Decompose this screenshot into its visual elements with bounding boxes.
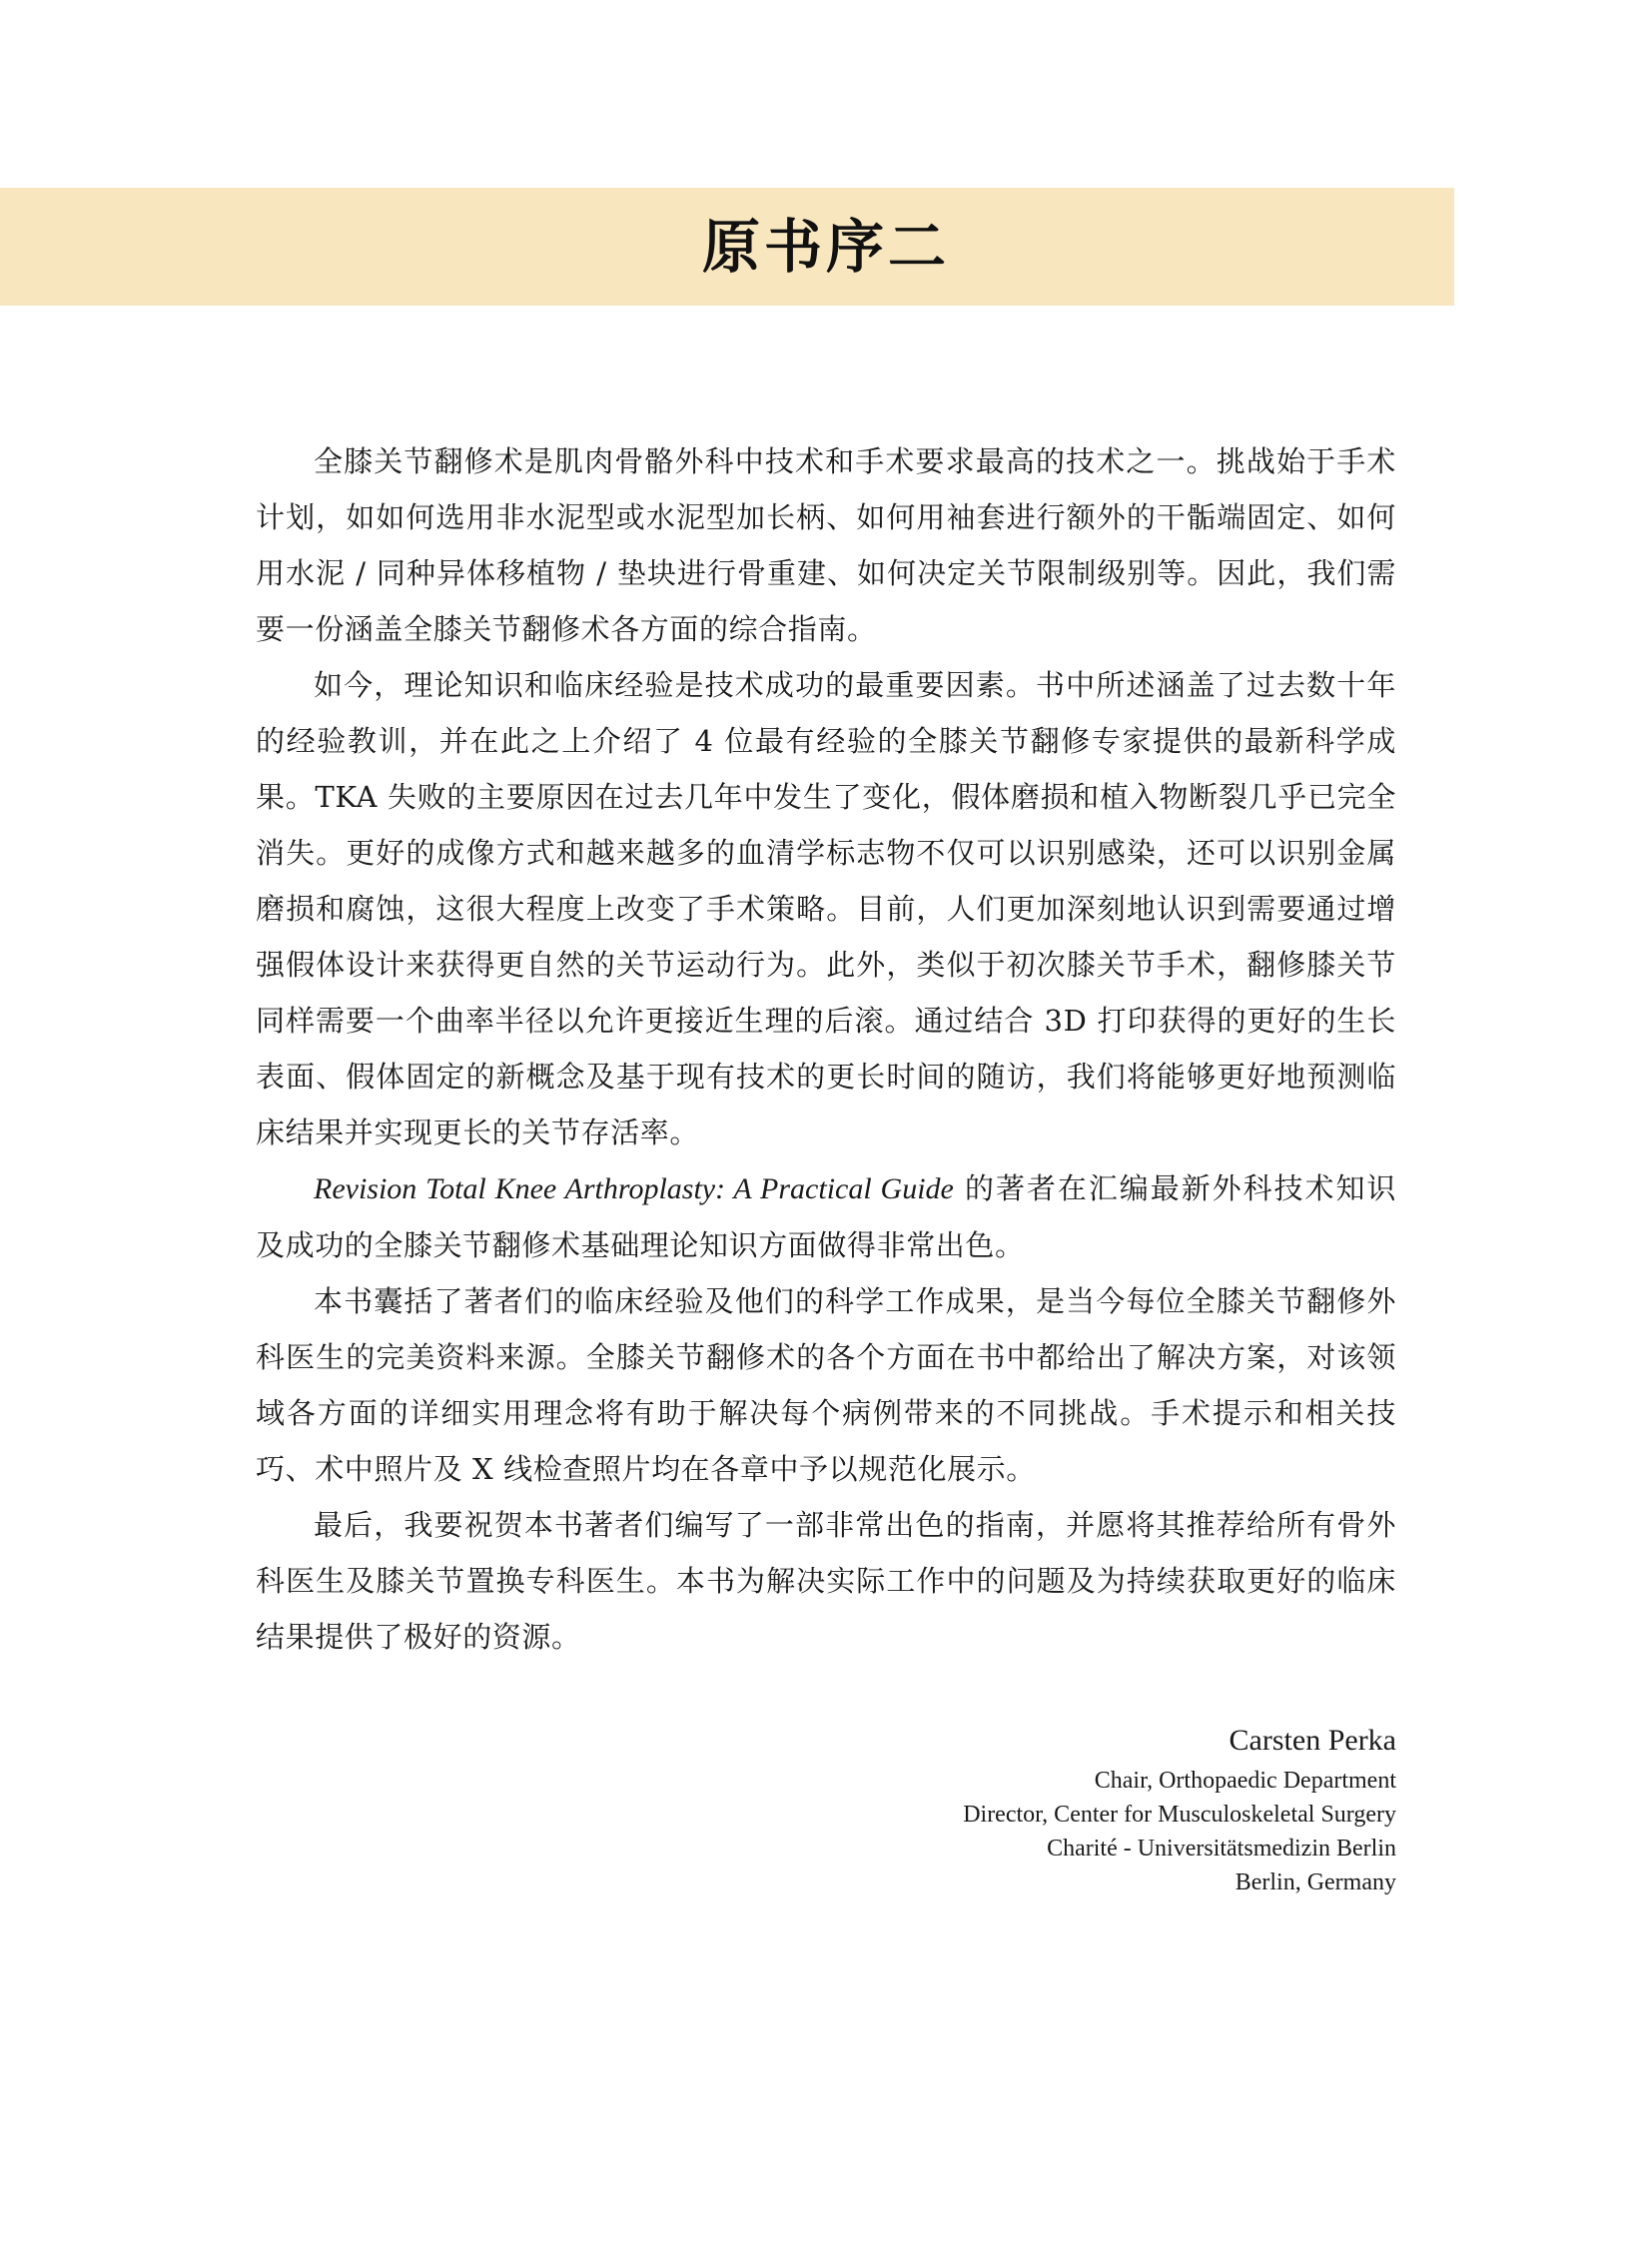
book-title-italic: Revision Total Knee Arthroplasty: A Practical Guide <box>314 1172 954 1205</box>
signature-block <box>963 1718 1396 1899</box>
paragraph-4: 本书囊括了著者们的临床经验及他们的科学工作成果，是当今每位全膝关节翻修外科医生的完美资料来源。全膝关节翻修术的各个方面在书中都给出了解决方案，对该领域各方面的详细实用理念将有助于解决每个病例带来的不同挑战。手术提示和相关技巧、术中照片及 X 线检查照片均在各章中予以规范化展示。 <box>256 1284 1396 1486</box>
preface-body <box>256 433 1396 1665</box>
paragraph-2: 如今，理论知识和临床经验是技术成功的最重要因素。书中所述涵盖了过去数十年的经验教训，并在此之上介绍了 4 位最有经验的全膝关节翻修专家提供的最新科学成果。TKA 失败的主要原因在过去几年中发生了变化，假体磨损和植入物断裂几乎已完全消失。更好的成像方式和越来越多的血清学标志物不仅可以识别感染，还可以识别金属磨损和腐蚀，这很大程度上改变了手术策略。目前，人们更加深刻地认识到需要通过增强假体设计来获得更自然的关节运动行为。此外，类似于初次膝关节手术，翻修膝关节同样需要一个曲率半径以允许更接近生理的后滚。通过结合 3D 打印获得的更好的生长表面、假体固定的新概念及基于现有技术的更长时间的随访，我们将能够更好地预测临床结果并实现更长的关节存活率。 <box>256 668 1396 1149</box>
paragraph-3 <box>256 1160 1396 1273</box>
author-institution: Charité - Universitätsmedizin Berlin <box>1047 1836 1396 1862</box>
paragraph-3-text: 的著者在汇编最新外科技术知识及成功的全膝关节翻修术基础理论知识方面做得非常出色。 <box>256 1171 1396 1262</box>
author-role: Director, Center for Musculoskeletal Surgery <box>963 1802 1396 1828</box>
page-title: 原书序二 <box>701 213 950 281</box>
author-name: Carsten Perka <box>1229 1724 1396 1757</box>
author-location: Berlin, Germany <box>1235 1869 1396 1895</box>
paragraph-1: 全膝关节翻修术是肌肉骨骼外科中技术和手术要求最高的技术之一。挑战始于手术计划，如如何选用非水泥型或水泥型加长柄、如何用袖套进行额外的干骺端固定、如何用水泥 / 同种异体移植物 / 垫块进行骨重建、如何决定关节限制级别等。因此，我们需要一份涵盖全膝关节翻修术各方面的综合指南。 <box>256 444 1396 646</box>
author-position: Chair, Orthopaedic Department <box>1094 1768 1396 1794</box>
paragraph-5: 最后，我要祝贺本书著者们编写了一部非常出色的指南，并愿将其推荐给所有骨外科医生及膝关节置换专科医生。本书为解决实际工作中的问题及为持续获取更好的临床结果提供了极好的资源。 <box>256 1508 1396 1654</box>
